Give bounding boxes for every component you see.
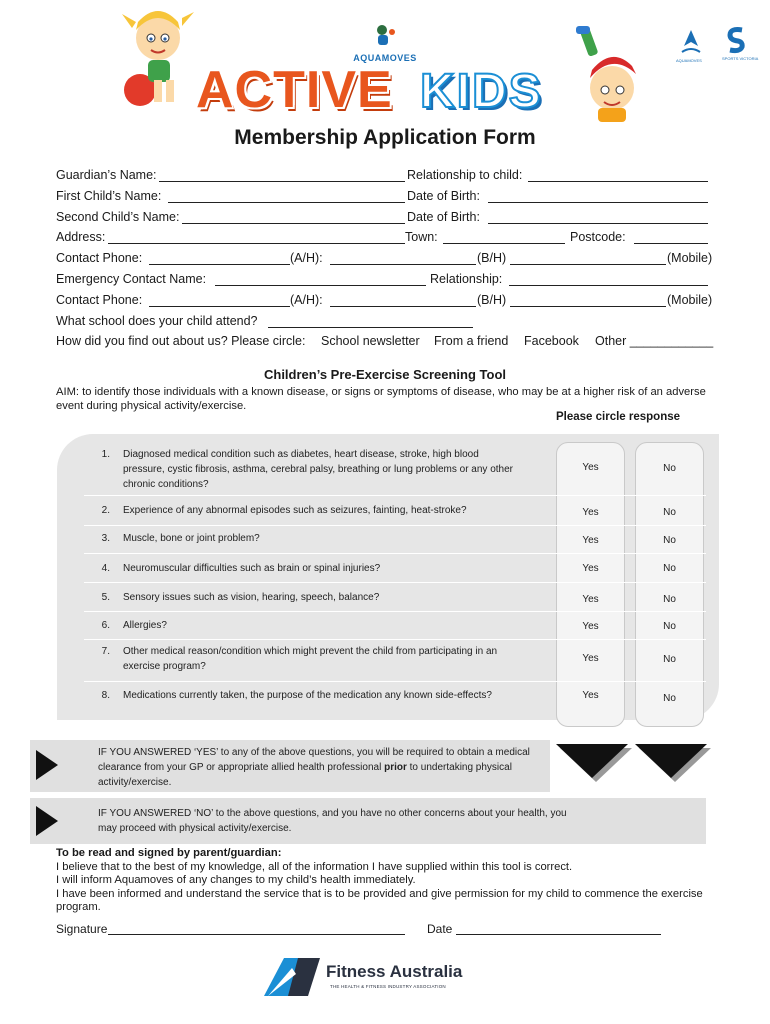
sponsor2-label: SPORTS VICTORIA xyxy=(722,56,759,61)
field-row xyxy=(56,230,716,251)
postcode-input[interactable] xyxy=(634,243,708,244)
yes-note-text-end: to undertaking physical activity/exercise. xyxy=(98,762,512,788)
yes-option[interactable]: Yes xyxy=(582,653,599,664)
yes-note-text: IF YOU ANSWERED ‘YES’ to any of the above questions, you will be required to obtain a medical clearance from your GP or appropriate allied health professional xyxy=(98,747,530,773)
fitness-australia-logo-icon xyxy=(258,954,328,1000)
question-text: Diagnosed medical condition such as diabetes, heart disease, stroke, high blood pressure, cystic fibrosis, asthma, cerebral palsy, breathing or lung problems or any other chronic conditions? xyxy=(123,449,513,490)
header xyxy=(0,0,770,122)
yes-option[interactable]: Yes xyxy=(582,621,599,632)
question-text: Sensory issues such as vision, hearing, speech, balance? xyxy=(123,592,380,603)
emergency-contact-label: Emergency Contact Name: xyxy=(56,271,207,286)
aquamoves-sponsor-icon xyxy=(680,28,702,58)
kids-brand-word: KIDS xyxy=(420,65,543,118)
no-result-note: IF YOU ANSWERED ‘NO’ to the above questions, and you have no other concerns about your health, you may proceed with physical activity/exercise. xyxy=(98,808,567,834)
active-brand-word: ACTIVE xyxy=(196,61,393,119)
date-of-birth-1-input[interactable] xyxy=(488,202,708,203)
mobile-1-label: (Mobile) xyxy=(667,251,713,266)
declaration xyxy=(56,847,746,915)
aquamoves-logo xyxy=(350,24,420,63)
question-number: 4. xyxy=(101,563,110,574)
mobile-2-label: (Mobile) xyxy=(667,292,713,307)
declaration-heading: To be read and signed by parent/guardian: xyxy=(56,847,282,859)
town-input[interactable] xyxy=(443,243,565,244)
screening-aim: AIM: to identify those individuals with a known disease, or signs or symptoms of disease, who may be at a higher risk of an adverse event during physical activity/exercise. xyxy=(56,386,706,412)
second-child-name-label: Second Child’s Name: xyxy=(56,209,180,224)
sponsor1-label: AQUAMOVES xyxy=(676,58,702,63)
school-input[interactable] xyxy=(268,327,473,328)
postcode-label: Postcode: xyxy=(570,230,626,245)
question-number: 8. xyxy=(101,690,110,701)
question-number: 7. xyxy=(101,646,110,657)
relationship-to-child-label: Relationship to child: xyxy=(407,168,523,182)
question-text: Neuromuscular difficulties such as brain or spinal injuries? xyxy=(123,563,381,574)
row-divider xyxy=(84,553,706,554)
signature-label: Signature xyxy=(56,922,108,936)
contact-phone-2-input[interactable] xyxy=(149,306,290,307)
yes-column xyxy=(556,442,625,727)
row-divider xyxy=(84,681,706,682)
yes-option[interactable]: Yes xyxy=(582,594,599,605)
fitness-australia-name: Fitness Australia xyxy=(326,962,463,981)
no-option[interactable]: No xyxy=(663,621,676,632)
bh-1-label: (B/H) xyxy=(477,251,507,266)
declaration-line: I believe that to the best of my knowledge, all of the information I have supplied within this tool is correct. xyxy=(56,860,573,873)
girl-mascot-icon xyxy=(118,8,198,108)
question-text: Other medical reason/condition which might prevent the child from participating in an exercise program? xyxy=(123,646,498,672)
swimmer-icon xyxy=(370,24,400,48)
play-arrow-icon xyxy=(36,750,58,780)
field-row xyxy=(56,168,716,189)
date-of-birth-2-label: Date of Birth: xyxy=(407,209,480,224)
option-facebook[interactable]: Facebook xyxy=(524,334,579,349)
field-row xyxy=(56,272,716,293)
field-row xyxy=(56,210,716,231)
no-option[interactable]: No xyxy=(663,563,676,574)
no-column xyxy=(635,442,704,727)
question-text: Allergies? xyxy=(123,620,167,631)
declaration-line: I will inform Aquamoves of any changes to my child’s health immediately. xyxy=(56,874,416,886)
yes-option[interactable]: Yes xyxy=(582,462,599,473)
relationship-input[interactable] xyxy=(509,285,708,286)
guardian-name-input[interactable] xyxy=(159,181,405,182)
no-option[interactable]: No xyxy=(663,654,676,665)
yes-option[interactable]: Yes xyxy=(582,690,599,701)
yes-result-note xyxy=(98,745,553,790)
date-label: Date xyxy=(427,922,453,936)
first-child-name-input[interactable] xyxy=(168,202,405,203)
no-option[interactable]: No xyxy=(663,507,676,518)
no-option[interactable]: No xyxy=(663,463,676,474)
question-text: Muscle, bone or joint problem? xyxy=(123,533,260,544)
row-divider xyxy=(84,611,706,612)
membership-fields xyxy=(56,168,716,355)
yes-option[interactable]: Yes xyxy=(582,535,599,546)
contact-phone-1-label: Contact Phone: xyxy=(56,251,143,266)
school-question-label: What school does your child attend? xyxy=(56,313,258,328)
question-number: 1. xyxy=(101,449,110,460)
boy-mascot-icon xyxy=(570,22,650,122)
ah-1-input[interactable] xyxy=(330,264,476,265)
option-from-a-friend[interactable]: From a friend xyxy=(434,334,509,349)
town-label: Town: xyxy=(405,230,438,245)
play-arrow-icon xyxy=(36,806,58,836)
fitness-australia-tagline: THE HEALTH & FITNESS INDUSTRY ASSOCIATION xyxy=(330,984,446,989)
address-label: Address: xyxy=(56,230,106,245)
question-text: Medications currently taken, the purpose of the medication any known side-effects? xyxy=(123,690,492,701)
contact-phone-1-input[interactable] xyxy=(149,264,290,265)
find-out-question-label: How did you find out about us? Please circle: xyxy=(56,334,306,349)
field-row xyxy=(56,293,716,314)
address-input[interactable] xyxy=(108,243,405,244)
field-row xyxy=(56,314,716,335)
option-other[interactable]: Other ____________ xyxy=(595,334,714,349)
declaration-line: I have been informed and understand the service that is to be provided and give permission for my child to commence the exercise program. xyxy=(56,887,703,913)
no-option[interactable]: No xyxy=(663,693,676,704)
bh-1-input[interactable] xyxy=(510,264,666,265)
no-option[interactable]: No xyxy=(663,535,676,546)
aquamoves-label: AQUAMOVES xyxy=(353,53,417,63)
question-number: 6. xyxy=(101,620,110,631)
row-divider xyxy=(84,495,706,496)
date-of-birth-2-input[interactable] xyxy=(488,223,708,224)
guardian-name-label: Guardian’s Name: xyxy=(56,168,157,182)
date-input[interactable] xyxy=(456,934,661,935)
first-child-name-label: First Child’s Name: xyxy=(56,188,162,203)
option-school-newsletter[interactable]: School newsletter xyxy=(321,334,420,349)
signature-input[interactable] xyxy=(108,934,405,935)
circle-response-label: Please circle response xyxy=(556,411,681,423)
yes-note-emphasis: prior xyxy=(384,762,407,773)
page-title: Membership Application Form xyxy=(234,126,536,149)
yes-option[interactable]: Yes xyxy=(582,507,599,518)
field-row xyxy=(56,251,716,272)
question-text: Experience of any abnormal episodes such as seizures, fainting, heat-stroke? xyxy=(123,505,467,516)
down-arrow-yes-icon xyxy=(556,744,628,778)
bh-2-label: (B/H) xyxy=(477,292,507,307)
ah-2-label: (A/H): xyxy=(290,292,323,307)
contact-phone-2-label: Contact Phone: xyxy=(56,292,143,307)
sports-victoria-icon xyxy=(726,26,746,54)
relationship-label: Relationship: xyxy=(430,271,503,286)
question-number: 2. xyxy=(101,505,110,516)
down-arrow-no-icon xyxy=(635,744,707,778)
ah-2-input[interactable] xyxy=(330,306,476,307)
no-option[interactable]: No xyxy=(663,594,676,605)
field-row xyxy=(56,189,716,210)
row-divider xyxy=(84,639,706,640)
row-divider xyxy=(84,582,706,583)
ah-1-label: (A/H): xyxy=(290,251,323,266)
row-divider xyxy=(84,525,706,526)
emergency-contact-input[interactable] xyxy=(215,285,426,286)
field-row xyxy=(56,334,716,355)
bh-2-input[interactable] xyxy=(510,306,666,307)
question-number: 3. xyxy=(101,533,110,544)
second-child-name-input[interactable] xyxy=(182,223,405,224)
yes-option[interactable]: Yes xyxy=(582,563,599,574)
relationship-to-child-input[interactable] xyxy=(528,181,708,182)
screening-title: Children’s Pre-Exercise Screening Tool xyxy=(263,367,507,382)
date-of-birth-1-label: Date of Birth: xyxy=(407,188,480,203)
question-number: 5. xyxy=(101,592,110,603)
